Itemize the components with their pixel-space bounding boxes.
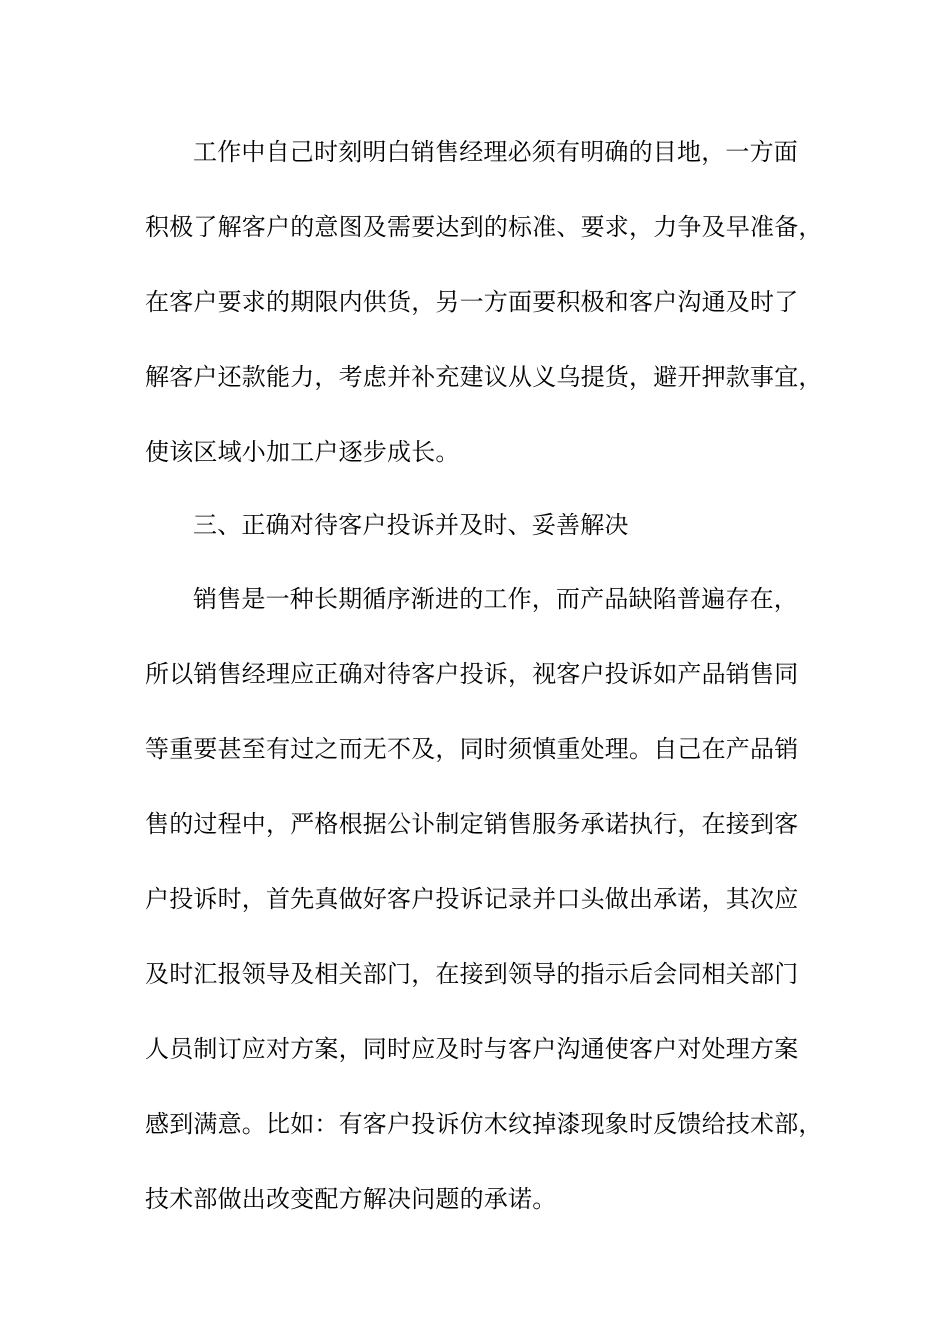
paragraph-2-line-6: 及时汇报领导及相关部门，在接到领导的指示后会同相关部门 [145,960,799,988]
paragraph-2-line-4: 售的过程中，严格根据公讣制定销售服务承诺执行，在接到客 [145,810,799,838]
paragraph-1-line-2: 积极了解客户的意图及需要达到的标准、要求，力争及早准备， [145,213,823,241]
paragraph-2-line-9: 技术部做出改变配方解决问题的承诺。 [145,1185,557,1213]
paragraph-2-line-3: 等重要甚至有过之而无不及，同时须慎重处理。自己在产品销 [145,735,799,763]
section-heading: 三、正确对待客户投诉并及时、妥善解决 [193,511,629,539]
paragraph-1-line-3: 在客户要求的期限内供货，另一方面要积极和客户沟通及时了 [145,288,799,316]
paragraph-2-line-1: 销售是一种长期循序渐进的工作，而产品缺陷普遍存在， [193,585,798,613]
paragraph-2-line-8: 感到满意。比如：有客户投诉仿木纹掉漆现象时反馈给技术部， [145,1110,823,1138]
paragraph-2-line-2: 所以销售经理应正确对待客户投诉，视客户投诉如产品销售同 [145,660,799,688]
paragraph-1-line-5: 使该区域小加工户逐步成长。 [145,438,460,466]
paragraph-1-line-4: 解客户还款能力，考虑并补充建议从义乌提货，避开押款事宜， [145,363,823,391]
paragraph-1-line-1: 工作中自己时刻明白销售经理必须有明确的目地，一方面 [193,138,798,166]
paragraph-2-line-7: 人员制订应对方案，同时应及时与客户沟通使客户对处理方案 [145,1035,799,1063]
paragraph-2-line-5: 户投诉时，首先真做好客户投诉记录并口头做出承诺，其次应 [145,885,799,913]
